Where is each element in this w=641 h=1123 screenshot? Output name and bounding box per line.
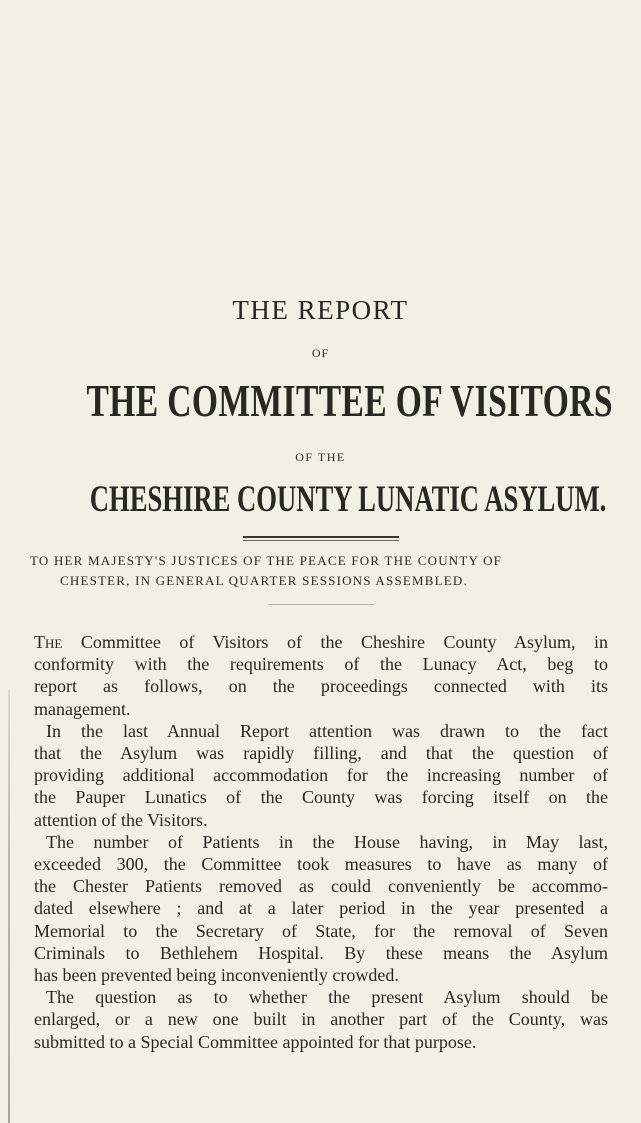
body-line-text: management. [34,698,131,719]
body-line-text: The number of Patients in the House having, in May last, [46,831,608,852]
body-line [34,876,608,896]
title-of-the: OF THE [295,450,346,464]
body-line [34,921,608,941]
body-line [34,765,608,785]
body-line-text: Memorial to the Secretary of State, for the removal of Seven [34,920,608,941]
body-line-text: enlarged, or a new one built in another part of the County, was [34,1009,608,1030]
body-line-text: exceeded 300, the Committee took measures to have as many of [34,854,608,874]
address-line-1: TO HER MAJESTY'S JUSTICES OF THE PEACE FOR THE COUNTY OF [30,553,503,568]
title-the-report: THE REPORT [232,295,409,325]
body-line-text: providing additional accommodation for the increasing number of [34,765,608,786]
body-line [34,1009,608,1029]
body-line-text: has been prevented being inconveniently crowded. [34,965,399,985]
body-line-text: Committee of Visitors of the Cheshire County Asylum, in [62,632,608,652]
body-line-text: dated elsewhere ; and at a later period in the year presented a [34,898,608,919]
title-of: OF [311,346,330,360]
body-line-text: submitted to a Special Committee appointed for that purpose. [34,1031,477,1052]
body-line [46,832,608,852]
title-committee-of-visitors: THE COMMITTEE OF VISITORS [86,375,613,426]
body-line [34,787,608,807]
thin-rule-divider [268,604,374,605]
body-line [34,743,608,763]
body-line [34,854,608,874]
body-line-text: report as follows, on the proceedings connected with its [34,676,608,697]
body-line [46,721,608,741]
page-gutter-shadow [8,690,10,1123]
body-line-text: conformity with the requirements of the Lunacy Act, beg to [34,654,608,675]
title-asylum-name: CHESHIRE COUNTY LUNATIC ASYLUM. [89,479,607,520]
double-rule-divider [243,536,399,538]
body-line [34,943,608,963]
body-line-text: Criminals to Bethlehem Hospital. By these means the Asylum [34,942,608,963]
body-line [34,810,608,830]
body-line [34,965,608,985]
body-line [34,1032,608,1052]
body-line-text: the Chester Patients removed as could conveniently be accommo- [34,876,608,897]
body-line-text: attention of the Visitors. [34,809,208,830]
body-line-text: that the Asylum was rapidly filling, and that the question of [34,743,608,763]
body-line [34,632,608,652]
body-line-lead: The [34,632,63,652]
body-line [46,987,608,1007]
address-line-2: CHESTER, IN GENERAL QUARTER SESSIONS ASSEMBLED. [60,573,468,588]
body-line-text: the Pauper Lunatics of the County was forcing itself on the [34,787,608,808]
body-line [34,676,608,696]
body-line-text: The question as to whether the present Asylum should be [46,987,608,1008]
body-line [34,699,608,719]
body-line [34,654,608,674]
body-line [34,898,608,918]
body-line-text: In the last Annual Report attention was drawn to the fact [46,720,608,741]
